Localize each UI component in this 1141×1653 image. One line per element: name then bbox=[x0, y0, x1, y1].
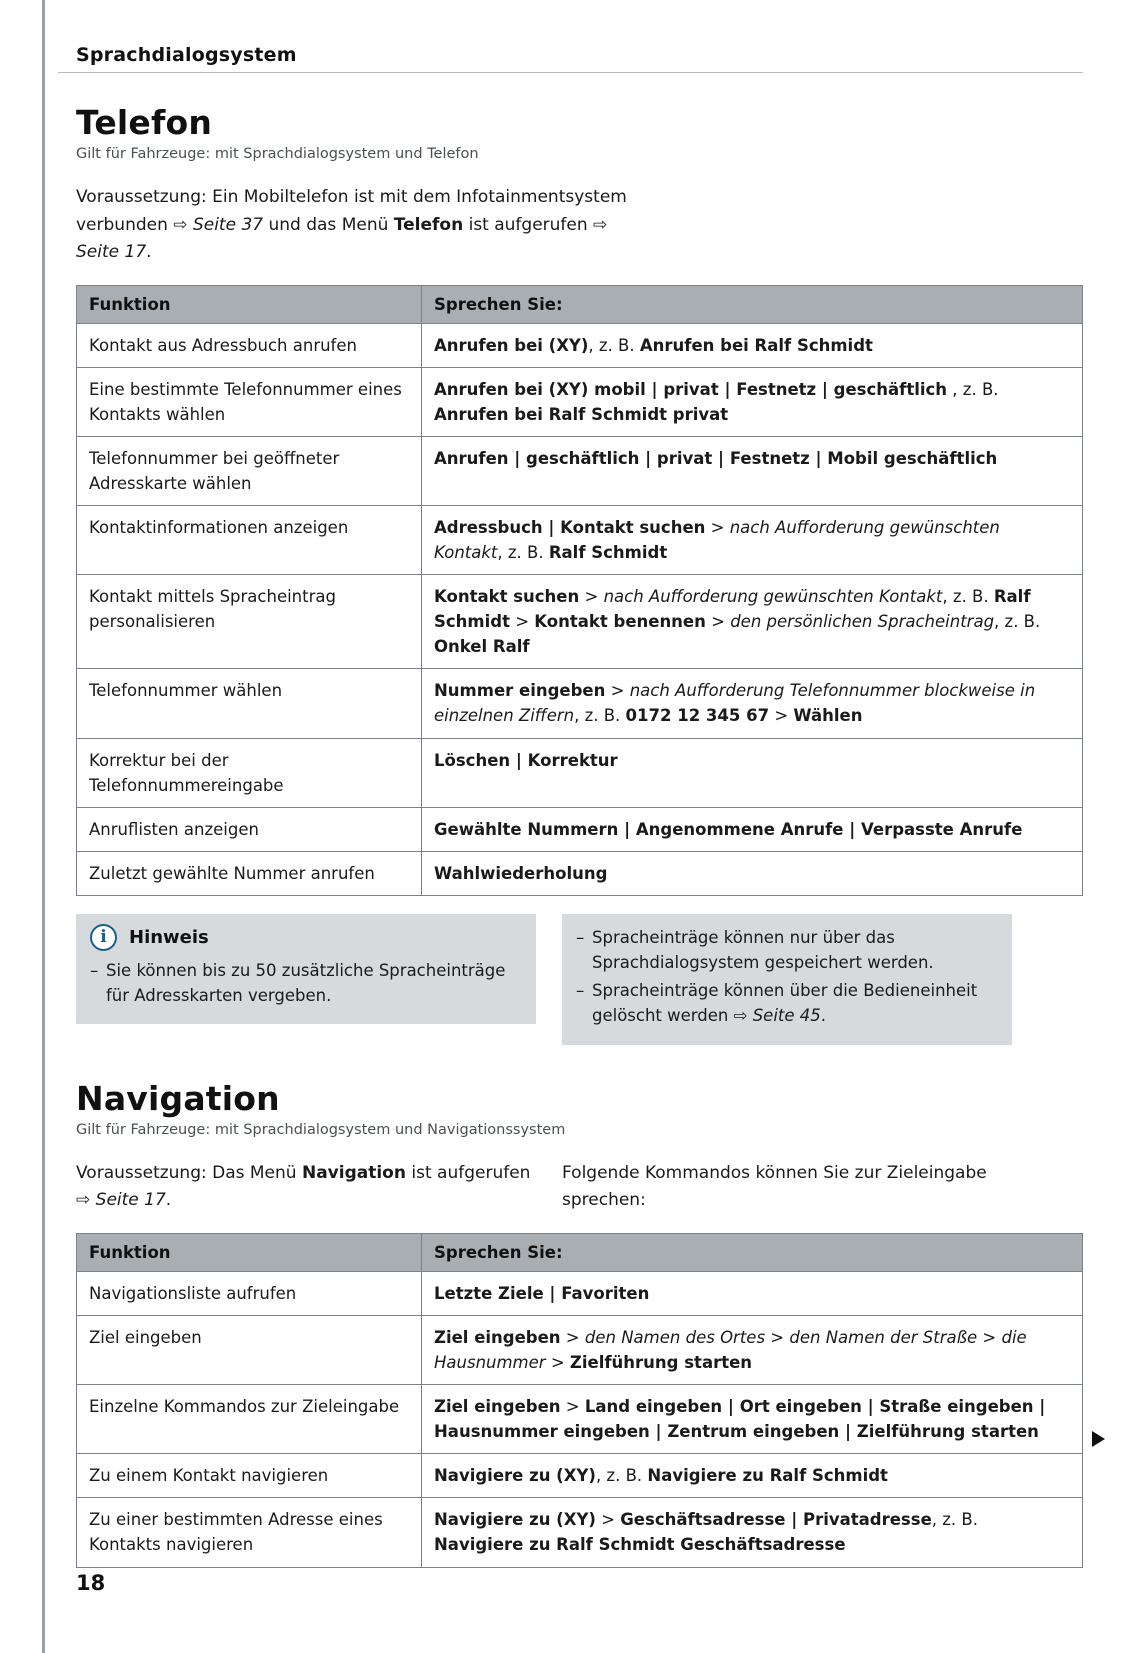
running-header bbox=[58, 44, 1083, 73]
cell-funktion: Telefonnummer wählen bbox=[77, 669, 422, 738]
section-title-navigation: Navigation bbox=[76, 1078, 280, 1118]
navigation-intro-left: Voraussetzung: Das Menü Navigation ist aufgerufen ⇨ Seite 17. bbox=[76, 1162, 531, 1211]
note-list-item: – Spracheinträge können nur über das Sprachdialogsystem gespeichert werden. bbox=[576, 927, 934, 972]
page-left-rule bbox=[42, 0, 45, 1653]
cell-sprechen-sie: Wahlwiederholung bbox=[422, 851, 1083, 895]
cell-funktion: Anruflisten anzeigen bbox=[77, 807, 422, 851]
cell-funktion: Telefonnummer bei geöffneter Adresskarte wählen bbox=[77, 436, 422, 505]
section-title-telefon: Telefon bbox=[76, 103, 213, 142]
note-item-list bbox=[76, 957, 536, 1011]
cell-sprechen-sie: Nummer eingeben > nach Aufforderung Telefonnummer blockweise in einzelnen Ziffern, z. B. 0172 12 345 67 > Wählen bbox=[422, 669, 1083, 738]
cell-sprechen-sie: Navigiere zu (XY) > Geschäftsadresse | Privatadresse, z. B. Navigiere zu Ralf Schmidt Geschäftsadresse bbox=[422, 1498, 1083, 1567]
cell-funktion: Korrektur bei der Telefonnummereingabe bbox=[77, 738, 422, 807]
section-applies-telefon: Gilt für Fahrzeuge: mit Sprachdialogsystem und Telefon bbox=[76, 146, 479, 162]
cell-funktion: Ziel eingeben bbox=[77, 1315, 422, 1384]
table-row bbox=[77, 1454, 1083, 1498]
navigation-intro-columns bbox=[76, 1160, 1083, 1215]
running-header-title: Sprachdialogsystem bbox=[76, 44, 297, 66]
page-content bbox=[58, 103, 1083, 1568]
cell-funktion: Zuletzt gewählte Nummer anrufen bbox=[77, 851, 422, 895]
cell-sprechen-sie: Kontakt suchen > nach Aufforderung gewünschten Kontakt, z. B. Ralf Schmidt > Kontakt benennen > den persönlichen Spracheintrag, z. B. Onkel Ralf bbox=[422, 575, 1083, 669]
dash-bullet: – bbox=[576, 981, 585, 1001]
cell-funktion: Kontaktinformationen anzeigen bbox=[77, 505, 422, 574]
cell-sprechen-sie: Gewählte Nummern | Angenommene Anrufe | Verpasste Anrufe bbox=[422, 807, 1083, 851]
navigation-intro-right: Folgende Kommandos können Sie zur Zieleingabe sprechen: bbox=[562, 1162, 987, 1211]
table-row bbox=[77, 1498, 1083, 1567]
note-title: Hinweis bbox=[129, 926, 209, 948]
note-list-item: – Spracheinträge können über die Bedieneinheit gelöscht werden ⇨ Seite 45. bbox=[576, 981, 978, 1026]
table-row bbox=[77, 1385, 1083, 1454]
cell-sprechen-sie: Anrufen bei (XY) mobil | privat | Festnetz | geschäftlich , z. B. Anrufen bei Ralf Schmidt privat bbox=[422, 367, 1083, 436]
table-row bbox=[77, 505, 1083, 574]
page-number: 18 bbox=[76, 1571, 106, 1595]
cell-sprechen-sie: Ziel eingeben > Land eingeben | Ort eingeben | Straße eingeben | Hausnummer eingeben | Zentrum eingeben | Zielführung starten bbox=[422, 1385, 1083, 1454]
cell-funktion: Einzelne Kommandos zur Zieleingabe bbox=[77, 1385, 422, 1454]
note-header bbox=[76, 914, 536, 957]
section-applies-navigation: Gilt für Fahrzeuge: mit Sprachdialogsystem und Navigationssystem bbox=[76, 1121, 566, 1138]
section-intro-telefon: Voraussetzung: Ein Mobiltelefon ist mit dem Infotainmentsystem verbunden ⇨ Seite 37 und das Menü Telefon ist aufgerufen ⇨ Seite 17. bbox=[76, 187, 627, 263]
cell-funktion: Zu einem Kontakt navigieren bbox=[77, 1454, 422, 1498]
cell-sprechen-sie: Ziel eingeben > den Namen des Ortes > den Namen der Straße > die Hausnummer > Zielführung starten bbox=[422, 1315, 1083, 1384]
cell-funktion: Navigationsliste aufrufen bbox=[77, 1271, 422, 1315]
note-box-continued bbox=[562, 914, 1012, 1045]
dash-bullet: – bbox=[90, 960, 99, 980]
column-header-sprechen-sie: Sprechen Sie: bbox=[422, 1233, 1083, 1271]
cell-sprechen-sie: Adressbuch | Kontakt suchen > nach Aufforderung gewünschten Kontakt, z. B. Ralf Schmidt bbox=[422, 505, 1083, 574]
command-table-telefon bbox=[76, 285, 1083, 896]
column-header-funktion: Funktion bbox=[77, 1233, 422, 1271]
next-page-arrow-icon bbox=[1092, 1431, 1105, 1447]
note-box-hinweis bbox=[76, 914, 536, 1025]
column-header-sprechen-sie: Sprechen Sie: bbox=[422, 285, 1083, 323]
cell-funktion: Kontakt mittels Spracheintrag personalisieren bbox=[77, 575, 422, 669]
table-body-telefon bbox=[77, 323, 1083, 895]
table-header-row bbox=[77, 285, 1083, 323]
cell-sprechen-sie: Anrufen bei (XY), z. B. Anrufen bei Ralf Schmidt bbox=[422, 323, 1083, 367]
info-icon: i bbox=[90, 924, 117, 951]
table-row bbox=[77, 807, 1083, 851]
cell-sprechen-sie: Anrufen | geschäftlich | privat | Festnetz | Mobil geschäftlich bbox=[422, 436, 1083, 505]
cell-funktion: Kontakt aus Adressbuch anrufen bbox=[77, 323, 422, 367]
column-header-funktion: Funktion bbox=[77, 285, 422, 323]
table-row bbox=[77, 669, 1083, 738]
table-row bbox=[77, 1271, 1083, 1315]
note-item-list-right bbox=[562, 924, 1012, 1031]
table-row bbox=[77, 851, 1083, 895]
table-row bbox=[77, 738, 1083, 807]
table-row bbox=[77, 367, 1083, 436]
cell-funktion: Zu einer bestimmten Adresse eines Kontakts navigieren bbox=[77, 1498, 422, 1567]
table-row bbox=[77, 323, 1083, 367]
cell-sprechen-sie: Navigiere zu (XY), z. B. Navigiere zu Ralf Schmidt bbox=[422, 1454, 1083, 1498]
table-header-row bbox=[77, 1233, 1083, 1271]
table-row bbox=[77, 1315, 1083, 1384]
table-row bbox=[77, 575, 1083, 669]
cell-sprechen-sie: Letzte Ziele | Favoriten bbox=[422, 1271, 1083, 1315]
cell-funktion: Eine bestimmte Telefonnummer eines Kontakts wählen bbox=[77, 367, 422, 436]
cell-sprechen-sie: Löschen | Korrektur bbox=[422, 738, 1083, 807]
table-body-navigation bbox=[77, 1271, 1083, 1567]
dash-bullet: – bbox=[576, 927, 585, 947]
notes-area bbox=[76, 914, 1083, 1045]
note-list-item: – Sie können bis zu 50 zusätzliche Spracheinträge für Adresskarten vergeben. bbox=[90, 960, 506, 1005]
command-table-navigation bbox=[76, 1233, 1083, 1568]
table-row bbox=[77, 436, 1083, 505]
